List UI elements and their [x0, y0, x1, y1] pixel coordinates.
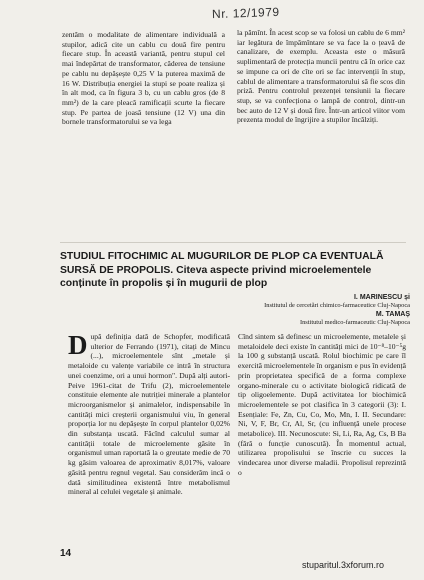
author-affiliation: Institutul de cercetări chimico-farmaceutice Cluj-Napoca: [264, 302, 410, 310]
author-affiliation: Institutul medico-farmaceutic Cluj-Napoca: [299, 318, 410, 326]
page-number: 14: [60, 548, 72, 559]
author-name: M. TAMAȘ: [375, 310, 410, 318]
body-text: la pămînt. În acest scop se va folosi un cablu de 6 mm² iar legătura de împămîntare se va face la o țeavă de canalizare, de exemplu. Aceasta este o măsură suplimentară de protecția muncii pentru că în orice caz se impune ca ori de cîte ori se fac intervenții în stup, cablul de alimentare a transformatorului să fie scos din priză. Pentru controlul prezenței tensiunii la fiecare stup, se va confecționa o lampă de control, dintr-un bec auto de 12 V și două fire. Într-un articol viitor vom prezenta modul de îngrijire a stupilor încălziți.: [237, 28, 405, 125]
watermark: stuparitul.3xforum.ro: [302, 560, 385, 570]
top-right-column: [237, 28, 405, 125]
author-block: [160, 294, 410, 327]
body-text: [68, 332, 230, 497]
article-title: [60, 250, 410, 291]
article-text-left: upă definiția dată de Schopfer, modificată ulterior de Ferrando (1971), citați de Mincu (...), microelementele sînt „metale și metaloide cu valențe variabile ce intră în structura unei coenzime, ori a unui hormon". După alți autori-Peive 1961-citat de Trifu (2), microelementele constituie elemente ale nutriției minerale a plantelor microorganismelor și animalelor, indispensabile în cantități mici creșterii organismului viu, în general proporția lor nu depășește în corpul plantelor 0,02% din substanța uscată. Făcînd calculul sumar al cantității totale de microelemente găsite în organismul uman raportată la o greutate medie de 70 kg găsim valoarea de aproximativ 8,017%, valoare găsită pentru regnul vegetal. Sau considerăm incă o dată similitudinea existentă între metabolismul mineral al celulei vegetale și animale.: [68, 332, 230, 497]
drop-cap: D: [68, 330, 88, 360]
article-title-main: STUDIUL FITOCHIMIC AL MUGURILOR DE PLOP CA EVENTUALĂ SURSĂ DE PROPOLIS.: [60, 251, 384, 276]
issue-number: Nr. 12/1979: [211, 4, 280, 22]
bottom-right-column: [238, 332, 406, 478]
bottom-left-column: [68, 332, 230, 497]
body-text: zentăm o modalitate de alimentare individuală a stupilor, adică cite un cablu cu două fire pentru fiecare stup. În această variantă, pentru stupul cel mai îndepărtat de transformator, căderea de tensiune pe cablu nu depășește 0,25 V la puterea maximă de 16 W. Distribuția energiei la stupi se poate realiza și în alt mod, ca în figura 3 b, cu un cablu gros (de 8 mm²) de la care pleacă ramificații scurte la fiecare stup. Pe partea de joasă tensiune (12 V) una din bornele transformatorului se va lega: [62, 30, 225, 127]
article-text-right: Cînd sintem să definesc un microelemente, metalele și metaloidele deci existe în cantități mici de 10⁻⁸–10⁻⁵g la 100 g substanță uscată. Rolul biochimic pe care îl exercită microelementele în organism e pus în evidență prin proprietatea specifică de a forma complexe organo-minerale cu o activitate biologică ridicată de tip oligoelemente. După activitatea lor biochimică microelementele se pot clasifica în 3 categorii (3): I. Esențiale: Fe, Zn, Cu, Co, Mo, Mn, I. II. Secundare: Ni, V, F, Br, Cr, Al, Sr, (cu influență unele procese metabolice). III. Necunoscute: Si, Li, Ra, Ag, Cs, B Ba (fără o funcție cunoscută). În momentul actual, utilizarea propolisului se înscrie cu succes la vindecarea unor diverse maladii. Propolisul reprezintă o: [238, 332, 406, 477]
top-left-column: [62, 30, 225, 127]
author-name: I. MARINESCU și: [353, 294, 410, 301]
section-divider: [60, 242, 406, 243]
article-subtitle: Citeva aspecte privind microelementele conținute în propolis și în mugurii de plop: [60, 264, 372, 289]
